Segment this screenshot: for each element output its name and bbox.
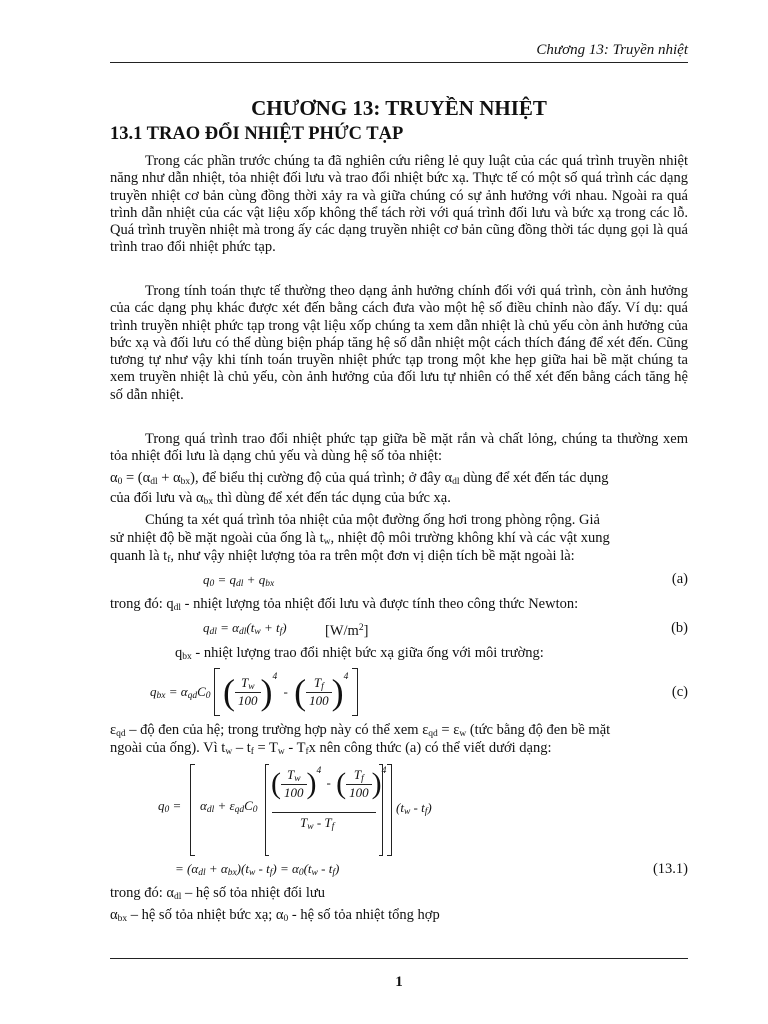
equation-b-label: (b)	[671, 620, 688, 636]
eq131-factor: $(t_w - t_f)$	[396, 800, 432, 817]
where-qdl: trong đó: $q_{dl}$ - nhiệt lượng tỏa nhiệt đối lưu và được tính theo công thức Newton:	[110, 596, 579, 613]
chapter-title: CHƯƠNG 13: TRUYỀN NHIỆT	[251, 96, 547, 120]
equation-b: $q_{dl} = \alpha_{dl}(t_w + t_f)$	[203, 620, 287, 637]
eq131-left-brace	[190, 764, 195, 856]
eq131-right-bracket	[379, 764, 383, 856]
where-alpha-dl: trong đó: $\alpha_{dl}$ – hệ số tỏa nhiệt đối lưu	[110, 885, 325, 902]
eq131-fraction-bar	[272, 812, 376, 813]
equation-b-unit: $[W/m^2]$	[325, 623, 369, 639]
eq131-right-brace	[387, 764, 392, 856]
paragraph-4-line-1: $\alpha_0 = (\alpha_{dl} + \alpha_{bx})$, để biểu thị cường độ của quá trình; ở đây $\alpha_{dl}$ dùng để xét đến tác dụng	[110, 470, 609, 487]
running-header: Chương 13: Truyền nhiệt	[536, 42, 688, 58]
paragraph-1: Trong các phần trước chúng ta đã nghiên cứu riêng lẻ quy luật của các quá trình truyền nhiệt năng như dẫn nhiệt, tỏa nhiệt đối lưu và trao đổi nhiệt bức xạ. Thực tế có một số quá trình các dạng truyền nhiệt cơ bản cùng đồng thời xảy ra và giữa chúng có sự ảnh hưởng với nhau. Ngoài ra quá trình dẫn nhiệt của các vật liệu xốp không thể tách rời với quá trình đối lưu và bức xạ trong các lỗ. Quá trình truyền nhiệt mà trong ấy các dạng truyền nhiệt cơ bản cũng đồng thời tác dụng gọi là quá trình trao đổi nhiệt phức tạp.	[110, 153, 688, 256]
header-rule	[110, 62, 688, 63]
paragraph-5-line-2: sử nhiệt độ bề mặt ngoài của ống là $t_w$, nhiệt độ môi trường không khí và các vật xung	[110, 530, 610, 547]
eq131-lhs: $q_0$ =	[158, 798, 182, 815]
equation-c-label: (c)	[671, 684, 688, 700]
paragraph-3: Trong quá trình trao đổi nhiệt phức tạp giữa bề mặt rắn và chất lỏng, chúng ta thường xem tỏa nhiệt đối lưu là dạng chủ yếu và dùng hệ số tỏa nhiệt:	[110, 431, 688, 465]
equation-13-1-label: (13.1)	[652, 861, 688, 877]
eq131-line-2: = $(\alpha_{dl} + \alpha_{bx})(t_w - t_f) = \alpha_0(t_w - t_f)$	[175, 861, 340, 878]
eq131-left-bracket	[265, 764, 269, 856]
qbx-definition: $q_{bx}$ - nhiệt lượng trao đổi nhiệt bức xạ giữa ống với môi trường:	[175, 645, 544, 662]
footer-rule	[110, 958, 688, 959]
equation-a: $q_0 = q_{dl} + q_{bx}$	[203, 572, 275, 589]
paragraph-4-line-2: của đối lưu và $\alpha_{bx}$ thì dùng để xét đến tác dụng của bức xạ.	[110, 490, 451, 507]
paragraph-5-line-3: quanh là $t_f$, như vậy nhiệt lượng tỏa ra trên một đơn vị diện tích bề mặt ngoài là:	[110, 548, 575, 565]
epsilon-line-2: ngoài của ống). Vì $t_w - t_f = T_w - T_fx$ nên công thức (a) có thể viết dưới dạng:	[110, 740, 552, 757]
eq131-numerator: ( $\frac{T_w}{100}$ )$^4$ - ( $\frac{T_f}{100}$ )$^4$	[271, 766, 387, 801]
page-number: 1	[395, 974, 403, 990]
equation-c: $q_{bx} = \alpha_{qd}C_0$ ( $\frac{T_w}{100}$ )$^4$ - ( $\frac{T_f}{100}$ )$^4$	[150, 668, 358, 720]
eq131-denominator: $T_w - T_f$	[300, 815, 335, 832]
epsilon-line-1: $\varepsilon_{qd}$ – độ đen của hệ; trong trường hợp này có thể xem $\varepsilon_{qd} = \varepsilon_w$ (tức bằng độ đen bề mặt	[110, 722, 611, 739]
where-alpha-bx: $\alpha_{bx}$ – hệ số tỏa nhiệt bức xạ; $\alpha_0$ - hệ số tỏa nhiệt tổng hợp	[110, 907, 440, 924]
section-title: 13.1 TRAO ĐỔI NHIỆT PHỨC TẠP	[110, 124, 404, 144]
paragraph-5-line-1: Chúng ta xét quá trình tỏa nhiệt của một đường ống hơi trong phòng rộng. Giả	[145, 512, 600, 528]
eq131-coeff: $\alpha_{dl} + \varepsilon_{qd}C_0$	[200, 798, 258, 815]
paragraph-2: Trong tính toán thực tế thường theo dạng ảnh hưởng chính đối với quá trình, còn ảnh hưởng của các dạng phụ khác được xét đến bằng cách đưa vào một hệ số điều chỉnh nào đấy. Ví dụ: quá trình truyền nhiệt phức tạp trong vật liệu xốp chúng ta xem dẫn nhiệt là chủ yếu còn ảnh hưởng của bức xạ và đối lưu có thể dùng biện pháp tăng hệ số dẫn nhiệt một cách thích đáng để xét đến. Cũng tương tự như vậy khi tính toán truyền nhiệt phức tạp trong một khe hẹp giữa hai bề mặt chúng ta xem truyền nhiệt là chủ yếu, còn ảnh hưởng của đối lưu tự nhiên có thể xét đến bằng cách tăng hệ số dẫn nhiệt.	[110, 283, 688, 403]
equation-a-label: (a)	[671, 571, 688, 587]
